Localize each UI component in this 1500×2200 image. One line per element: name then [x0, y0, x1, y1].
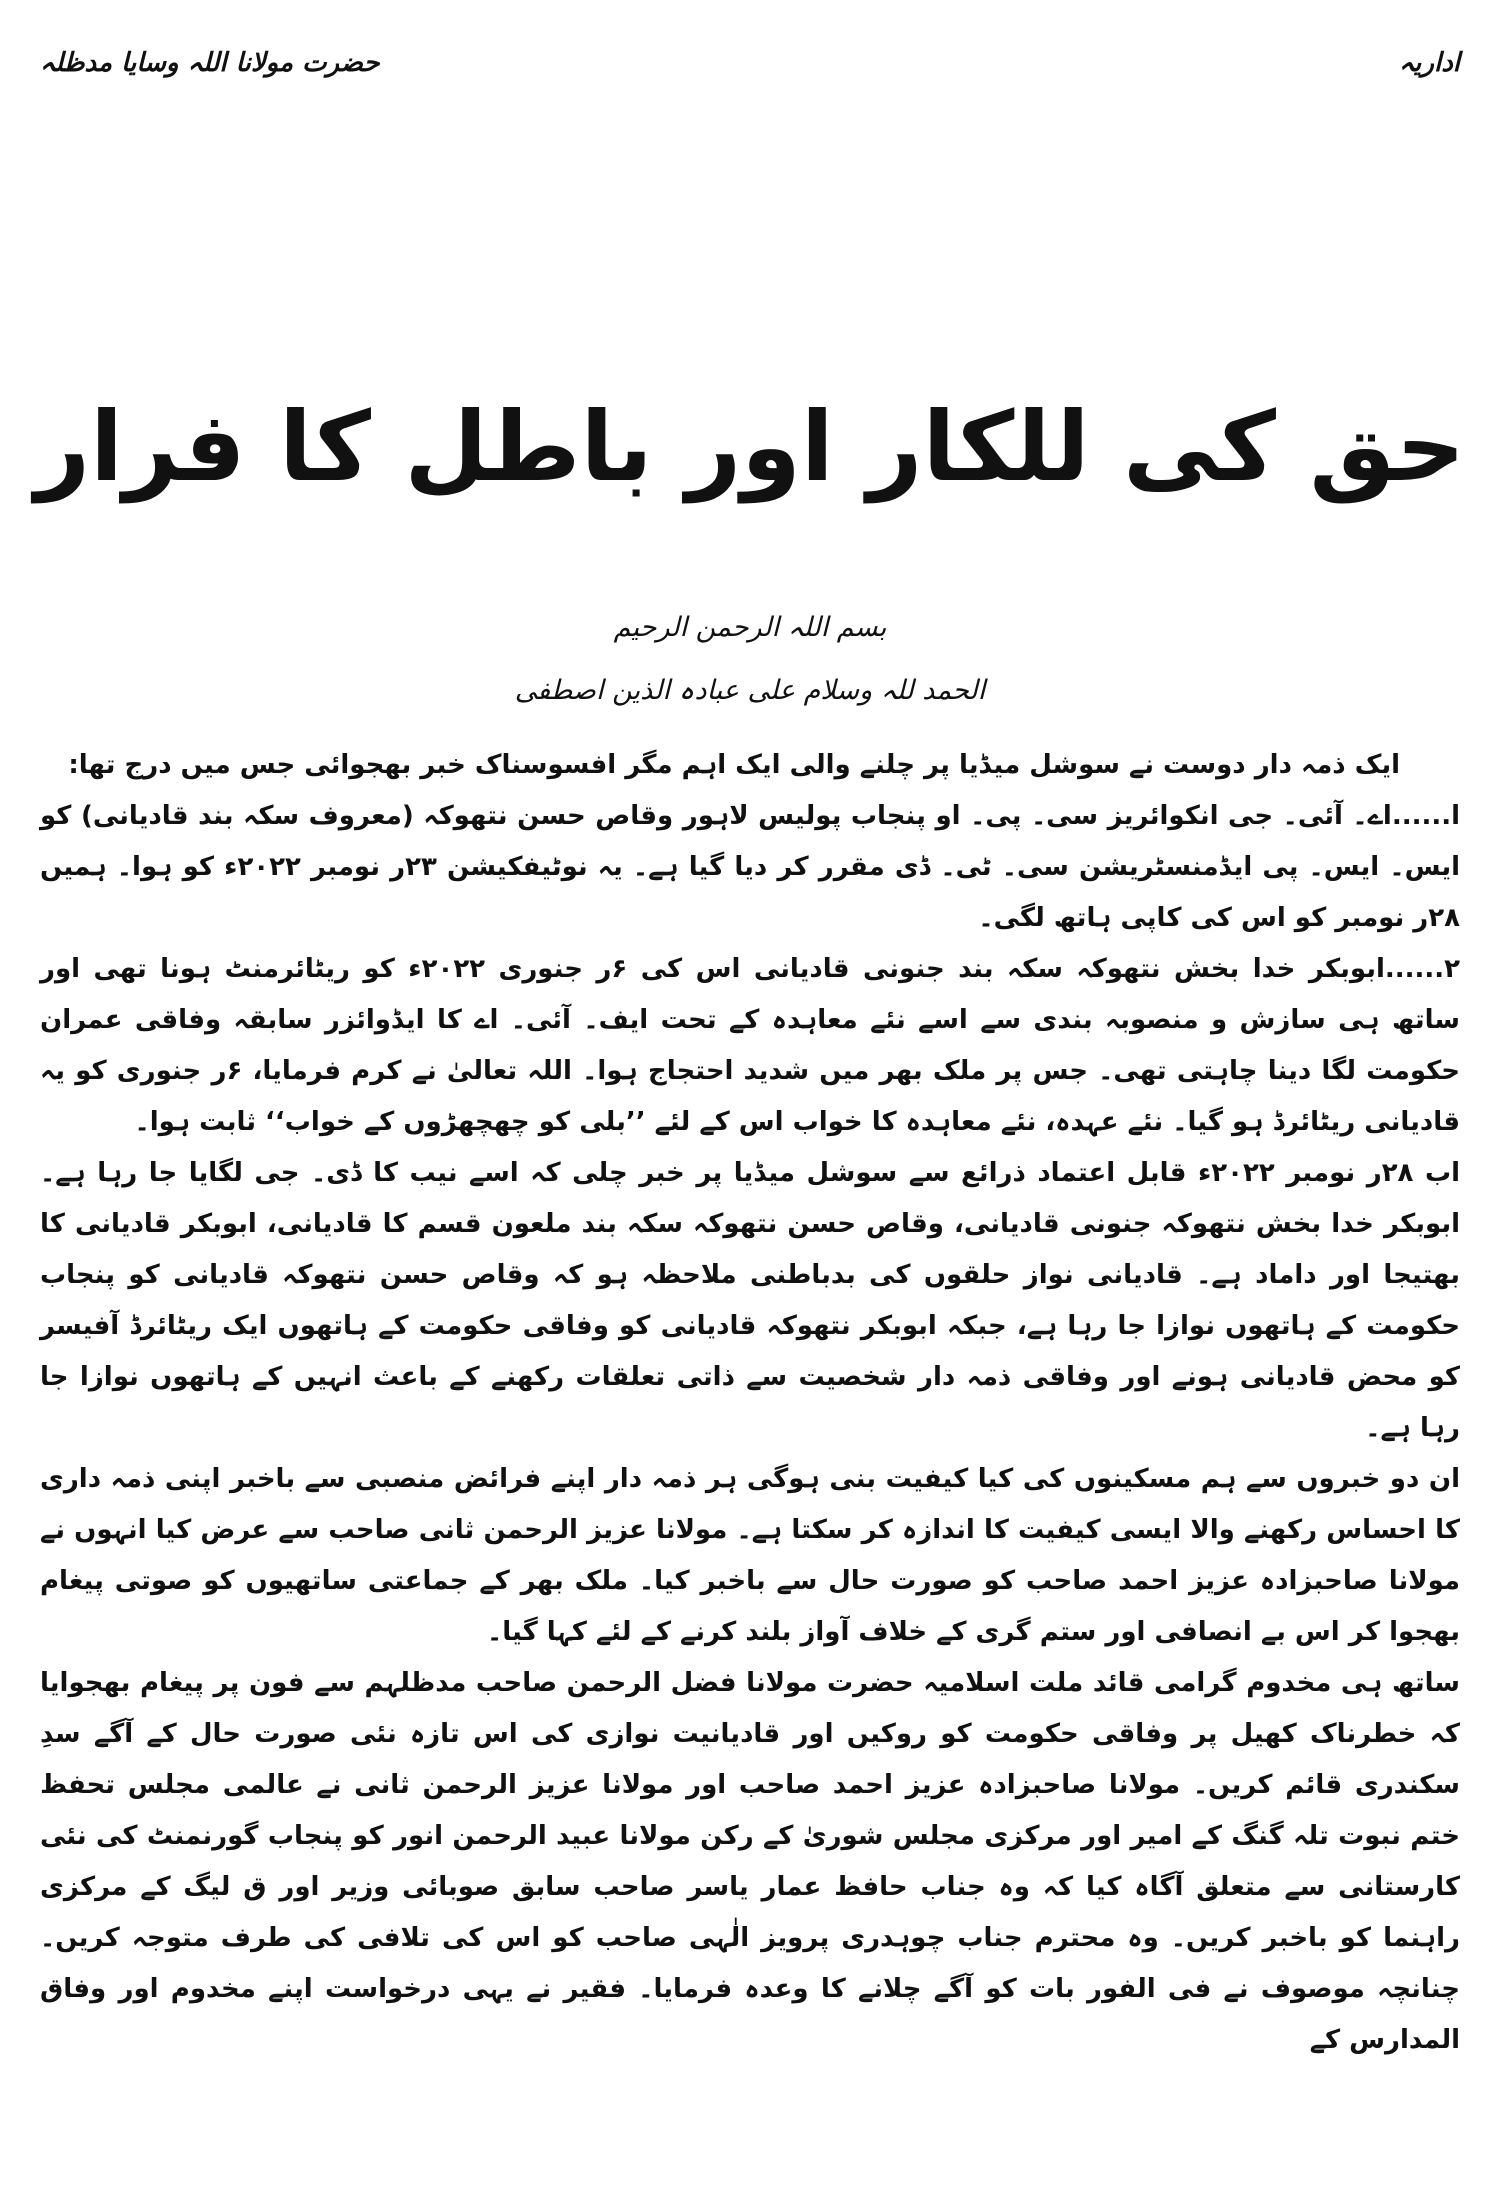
paragraph-intro: ایک ذمہ دار دوست نے سوشل میڈیا پر چلنے والی ایک اہم مگر افسوسناک خبر بھجوائی جس میں درج تھا: — [68, 750, 1400, 780]
paragraph-nab-news: اب ۲۸ر نومبر ۲۰۲۲ء قابل اعتماد ذرائع سے سوشل میڈیا پر خبر چلی کہ اسے نیب کا ڈی۔ جی لگایا جا رہا ہے۔ ابوبکر خدا بخش نتھوکہ جنونی قادیانی، وقاص حسن نتھوکہ سکہ بند ملعون قسم کا قادیانی، ابوبکر قادیانی کا بھتیجا اور داماد ہے۔ قادیانی نواز حلقوں کی بدباطنی ملاحظہ ہو کہ وقاص حسن نتھوکہ قادیانی کو پنجاب حکومت کے ہاتھوں نوازا جا رہا ہے، جبکہ ابوبکر نتھوکہ قادیانی کو وفاقی حکومت کے ہاتھوں ایک ریٹائرڈ آفیسر کو محض قادیانی ہونے اور وفاقی ذمہ دار شخصیت سے ذاتی تعلقات رکھنے کے باعث انہیں کے ہاتھوں نوازا جا رہا ہے۔ — [40, 1158, 1460, 1443]
paragraph-reaction: ان دو خبروں سے ہم مسکینوں کی کیا کیفیت بنی ہوگی ہر ذمہ دار اپنے فرائض منصبی سے باخبر اپنی ذمہ داری کا احساس رکھنے والا ایسی کیفیت کا اندازہ کر سکتا ہے۔ مولانا عزیز الرحمن ثانی صاحب سے عرض کیا انہوں نے مولانا صاحبزادہ عزیز احمد صاحب کو صورت حال سے باخبر کیا۔ ملک بھر کے جماعتی ساتھیوں کو صوتی پیغام بھجوا کر اس بے انصافی اور ستم گری کے خلاف آواز بلند کرنے کے لئے کہا گیا۔ — [40, 1464, 1460, 1647]
section-label: اداریہ — [1398, 48, 1460, 78]
basmala: بسم اللہ الرحمن الرحیم — [613, 612, 887, 643]
article-title: حق کی للکار اور باطل کا فرار — [34, 391, 1466, 503]
author-name: حضرت مولانا اللہ وسایا مدظلہ — [40, 48, 380, 78]
paragraph-news-1: ا......اے۔ آئی۔ جی انکوائریز سی۔ پی۔ او پنجاب پولیس لاہور وقاص حسن نتھوکہ (معروف سکہ بند قادیانی) کو ایس۔ ایس۔ پی ایڈمنسٹریشن سی۔ ٹی۔ ڈی مقرر کر دیا گیا ہے۔ یہ نوٹیفکیشن ۲۳ر نومبر ۲۰۲۲ء کو ہوا۔ ہمیں ۲۸ر نومبر کو اس کی کاپی ہاتھ لگی۔ — [40, 801, 1460, 933]
paragraph-news-2: ۲......ابوبکر خدا بخش نتھوکہ سکہ بند جنونی قادیانی اس کی ۶ر جنوری ۲۰۲۲ء کو ریٹائرمنٹ ہونا تھی اور ساتھ ہی سازش و منصوبہ بندی سے اسے نئے معاہدہ کے تحت ایف۔ آئی۔ اے کا ایڈوائزر سابقہ وفاقی عمران حکومت لگا دینا چاہتی تھی۔ جس پر ملک بھر میں شدید احتجاج ہوا۔ اللہ تعالیٰ نے کرم فرمایا، ۶ر جنوری کو یہ قادیانی ریٹائرڈ ہو گیا۔ نئے عہدہ، نئے معاہدہ کا خواب اس کے لئے ’’بلی کو چھچھڑوں کے خواب‘‘ ثابت ہوا۔ — [40, 954, 1461, 1137]
article-body — [40, 740, 1460, 2066]
paragraph-action: ساتھ ہی مخدوم گرامی قائد ملت اسلامیہ حضرت مولانا فضل الرحمن صاحب مدظلہم سے فون پر پیغام بھجوایا کہ خطرناک کھیل پر وفاقی حکومت کو روکیں اور قادیانیت نوازی کی اس تازہ نئی صورت حال کے آگے سدِ سکندری قائم کریں۔ مولانا صاحبزادہ عزیز احمد صاحب اور مولانا عزیز الرحمن ثانی نے عالمی مجلس تحفظ ختم نبوت تلہ گنگ کے امیر اور مرکزی مجلس شوریٰ کے رکن مولانا عبید الرحمن انور کو پنجاب گورنمنٹ کی نئی کارستانی سے متعلق آگاہ کیا کہ وہ جناب حافظ عمار یاسر صاحب سابق صوبائی وزیر اور ق لیگ کے مرکزی راہنما کو باخبر کریں۔ وہ محترم جناب چوہدری پرویز الٰہی صاحب کو اس کی تلافی کی طرف متوجہ کریں۔ چنانچہ موصوف نے فی الفور بات کو آگے چلانے کا وعدہ فرمایا۔ فقیر نے یہی درخواست اپنے مخدوم اور وفاق المدارس کے — [40, 1668, 1460, 2055]
hamd-line: الحمد للہ وسلام علی عبادہ الذین اصطفی — [514, 675, 986, 706]
